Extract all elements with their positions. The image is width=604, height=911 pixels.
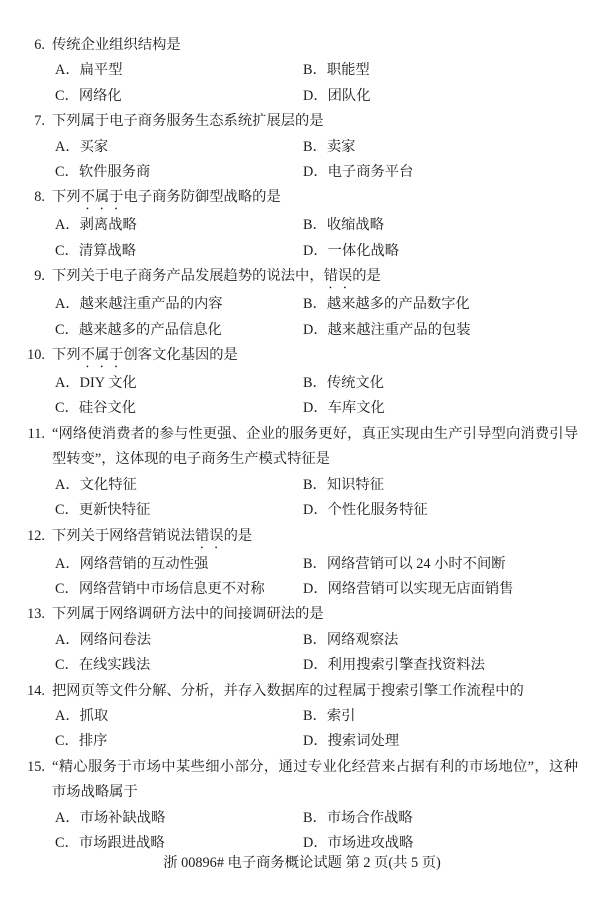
- option-text: 市场合作战略: [326, 809, 413, 826]
- option-row: [52, 213, 399, 238]
- question-body: [52, 264, 471, 343]
- question-body: [52, 422, 578, 524]
- question-number: 11.: [27, 425, 45, 442]
- option-label: A．: [55, 375, 80, 392]
- option-row: [52, 58, 371, 83]
- option-label: A．: [55, 476, 80, 493]
- question-stem: [52, 185, 399, 213]
- option-row: [52, 292, 471, 317]
- question-stem: [52, 264, 471, 292]
- question-number: 14.: [27, 682, 45, 699]
- option-text: 网络问卷法: [79, 631, 152, 648]
- option-text: 个性化服务特征: [327, 502, 428, 519]
- stem-emphasized-text: 错误: [323, 268, 353, 285]
- question-stem: [52, 602, 485, 627]
- option-label: B．: [303, 138, 327, 155]
- option-c: [55, 396, 303, 421]
- option-text: 硅谷文化: [78, 400, 137, 417]
- stem-text: 创客文化基因的是: [123, 347, 238, 364]
- option-text: 知识特征: [326, 476, 385, 493]
- option-d: [303, 318, 471, 343]
- option-c: [55, 577, 303, 602]
- question-item: [0, 33, 604, 109]
- option-b: [303, 473, 578, 498]
- option-text: 软件服务商: [78, 164, 151, 181]
- option-label: B．: [303, 809, 327, 826]
- option-c: [55, 84, 303, 109]
- question-number: 15.: [27, 758, 45, 775]
- question-body: [52, 679, 524, 755]
- option-label: D．: [303, 164, 328, 181]
- option-label: A．: [55, 217, 80, 234]
- option-label: B．: [303, 217, 327, 234]
- page-footer: 浙 00896# 电子商务概论试题 第 2 页(共 5 页): [163, 855, 441, 871]
- option-text: 网络观察法: [326, 631, 399, 648]
- option-d: [303, 653, 485, 678]
- option-text: 在线实践法: [78, 657, 151, 674]
- question-number: 9.: [34, 268, 45, 285]
- option-label: D．: [303, 834, 328, 851]
- question-stem: [52, 755, 578, 806]
- question-stem: [52, 524, 513, 552]
- option-text: 卖家: [326, 138, 356, 155]
- question-stem: [52, 343, 385, 371]
- option-text: 收缩战略: [326, 217, 385, 234]
- option-label: B．: [303, 707, 327, 724]
- option-text: 索引: [326, 707, 356, 724]
- stem-text: 下列: [52, 347, 81, 364]
- option-row: [52, 160, 413, 185]
- option-label: B．: [303, 476, 327, 493]
- stem-text: 下列: [52, 189, 81, 206]
- question-item: [0, 109, 604, 185]
- option-label: A．: [55, 62, 80, 79]
- question-item: [0, 343, 604, 422]
- option-a: [55, 371, 303, 396]
- option-a: [55, 806, 303, 831]
- option-text: 网络营销可以实现无店面销售: [327, 580, 514, 597]
- question-item: [0, 524, 604, 603]
- stem-text: “网络使消费者的参与性更强、企业的服务更好，真正实现由生产引导型向消费引导型转变”，这体现的电子商务生产模式特征是: [52, 425, 578, 468]
- option-b: [303, 292, 471, 317]
- option-b: [303, 213, 399, 238]
- stem-text: 下列属于电子商务服务生态系统扩展层的是: [52, 113, 324, 130]
- option-d: [303, 84, 371, 109]
- stem-text: 下列关于电子商务产品发展趋势的说法中，: [52, 268, 324, 285]
- question-item: [0, 755, 604, 857]
- option-label: D．: [303, 733, 328, 750]
- option-row: [52, 239, 399, 264]
- option-b: [303, 371, 385, 396]
- option-label: A．: [55, 631, 80, 648]
- question-number: 6.: [34, 37, 45, 53]
- option-label: B．: [303, 631, 327, 648]
- option-a: [55, 135, 303, 160]
- option-text: 越来越注重产品的内容: [79, 296, 223, 313]
- question-stem: [52, 679, 524, 704]
- stem-emphasized-text: 不属于: [80, 189, 124, 206]
- option-label: D．: [303, 321, 328, 338]
- option-label: B．: [303, 375, 327, 392]
- option-row: [52, 396, 385, 421]
- option-row: [52, 552, 513, 577]
- option-d: [303, 729, 524, 754]
- question-number: 10.: [27, 347, 45, 364]
- option-row: [52, 577, 513, 602]
- option-c: [55, 498, 303, 523]
- option-label: D．: [303, 657, 328, 674]
- option-text: 网络营销中市场信息更不对称: [78, 580, 265, 597]
- option-text: 扁平型: [79, 62, 123, 79]
- option-a: [55, 628, 303, 653]
- option-row: [52, 704, 524, 729]
- option-b: [303, 704, 524, 729]
- question-body: [52, 109, 413, 185]
- question-number: 12.: [27, 527, 45, 544]
- option-d: [303, 396, 385, 421]
- option-b: [303, 806, 578, 831]
- option-text: 买家: [79, 138, 109, 155]
- question-body: [52, 755, 578, 857]
- option-text: 剥离战略: [79, 217, 137, 234]
- question-body: [52, 602, 485, 678]
- option-text: 市场跟进战略: [78, 834, 165, 851]
- option-label: D．: [303, 242, 328, 259]
- option-text: 一体化战略: [327, 242, 400, 259]
- option-label: C．: [55, 321, 79, 338]
- option-row: [52, 653, 485, 678]
- option-label: D．: [303, 400, 328, 417]
- option-a: [55, 58, 303, 83]
- option-text: 越来越注重产品的包装: [327, 321, 471, 338]
- option-row: [52, 135, 413, 160]
- option-row: [52, 473, 578, 498]
- question-body: [52, 343, 385, 422]
- option-label: B．: [303, 555, 327, 572]
- option-label: D．: [303, 87, 328, 104]
- option-text: 利用搜索引擎查找资料法: [327, 657, 485, 674]
- stem-text: 下列关于网络营销说法: [52, 527, 195, 544]
- option-text: 网络营销的互动性强: [79, 555, 209, 572]
- option-text: 传统文化: [326, 375, 385, 392]
- option-text: 文化特征: [79, 476, 137, 493]
- stem-emphasized-text: 不属于: [80, 347, 124, 364]
- option-label: C．: [55, 502, 79, 519]
- option-a: [55, 213, 303, 238]
- option-a: [55, 292, 303, 317]
- option-text: 清算战略: [78, 242, 137, 259]
- option-b: [303, 628, 485, 653]
- question-number: 7.: [34, 113, 45, 130]
- option-text: 职能型: [326, 62, 370, 79]
- question-stem: [52, 33, 371, 58]
- option-d: [303, 239, 399, 264]
- question-body: [52, 33, 371, 109]
- option-c: [55, 318, 303, 343]
- option-d: [303, 498, 578, 523]
- stem-text: 的是: [352, 268, 381, 285]
- question-item: [0, 264, 604, 343]
- question-item: [0, 679, 604, 755]
- stem-text: “精心服务于市场中某些细小部分，通过专业化经营来占据有利的市场地位”，这种市场战略属于: [52, 758, 578, 801]
- option-text: 抓取: [79, 707, 109, 724]
- option-c: [55, 729, 303, 754]
- questions: [0, 33, 604, 856]
- option-d: [303, 160, 413, 185]
- option-label: C．: [55, 87, 79, 104]
- option-text: 越来越多的产品数字化: [326, 296, 470, 313]
- option-text: 电子商务平台: [327, 164, 414, 181]
- option-row: [52, 806, 578, 831]
- option-d: [303, 577, 513, 602]
- stem-text: 电子商务防御型战略的是: [123, 189, 281, 206]
- option-text: 网络营销可以 24 小时不间断: [326, 555, 506, 572]
- option-label: D．: [303, 502, 328, 519]
- option-b: [303, 135, 413, 160]
- option-a: [55, 473, 303, 498]
- question-item: [0, 602, 604, 678]
- option-row: [52, 628, 485, 653]
- question-stem: [52, 422, 578, 473]
- option-row: [52, 318, 471, 343]
- question-body: [52, 524, 513, 603]
- option-row: [52, 84, 371, 109]
- option-label: C．: [55, 580, 79, 597]
- option-c: [55, 160, 303, 185]
- option-a: [55, 552, 303, 577]
- question-number: 8.: [34, 189, 45, 206]
- option-label: C．: [55, 164, 79, 181]
- stem-text: 下列属于网络调研方法中的间接调研法的是: [52, 606, 324, 623]
- option-text: 越来越多的产品信息化: [78, 321, 222, 338]
- option-label: D．: [303, 580, 328, 597]
- option-row: [52, 498, 578, 523]
- question-item: [0, 422, 604, 524]
- option-c: [55, 239, 303, 264]
- option-b: [303, 552, 513, 577]
- option-label: C．: [55, 834, 79, 851]
- stem-text: 传统企业组织结构是: [52, 37, 181, 53]
- question-body: [52, 185, 399, 264]
- stem-text: 的是: [223, 527, 253, 544]
- option-text: DIY 文化: [79, 375, 137, 392]
- option-label: A．: [55, 707, 80, 724]
- option-label: A．: [55, 296, 80, 313]
- option-text: 更新快特征: [78, 502, 151, 519]
- option-text: 搜索词处理: [327, 733, 400, 750]
- option-a: [55, 704, 303, 729]
- option-text: 排序: [78, 733, 108, 750]
- option-label: C．: [55, 657, 79, 674]
- option-text: 团队化: [327, 87, 371, 104]
- question-number: 13.: [27, 606, 45, 623]
- option-label: A．: [55, 138, 80, 155]
- stem-emphasized-text: 错误: [194, 527, 224, 544]
- option-text: 市场进攻战略: [327, 834, 414, 851]
- option-text: 网络化: [78, 87, 122, 104]
- option-label: C．: [55, 242, 79, 259]
- option-row: [52, 371, 385, 396]
- stem-text: 把网页等文件分解、分析，并存入数据库的过程属于搜索引擎工作流程中的: [52, 682, 524, 699]
- option-label: C．: [55, 733, 79, 750]
- option-label: B．: [303, 296, 327, 313]
- option-text: 市场补缺战略: [79, 809, 166, 826]
- option-label: B．: [303, 62, 327, 79]
- question-stem: [52, 109, 413, 134]
- option-label: A．: [55, 809, 80, 826]
- option-c: [55, 653, 303, 678]
- question-item: [0, 185, 604, 264]
- option-label: C．: [55, 400, 79, 417]
- option-row: [52, 729, 524, 754]
- option-label: A．: [55, 555, 80, 572]
- option-text: 车库文化: [327, 400, 385, 417]
- option-b: [303, 58, 371, 83]
